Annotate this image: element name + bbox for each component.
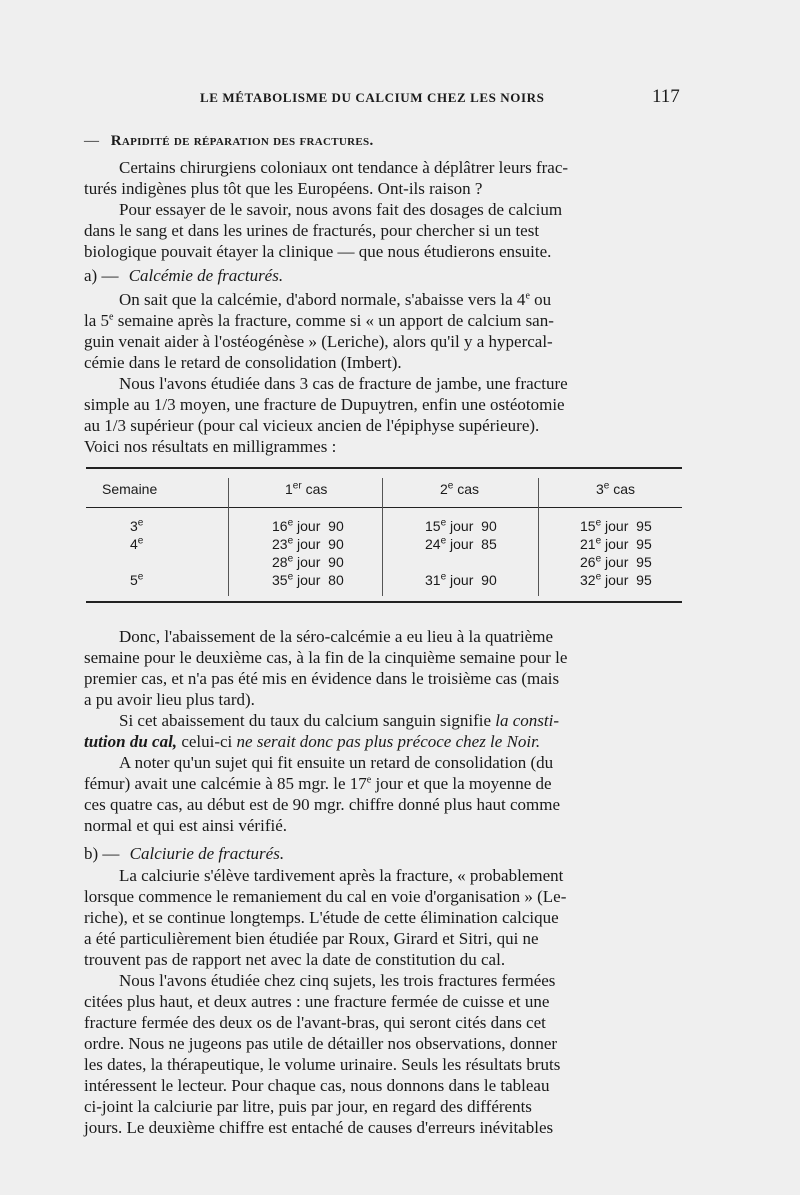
- day-sup: e: [595, 553, 602, 565]
- p3-l2-post: semaine après la fracture, comme si « un apport de calcium san-: [113, 311, 554, 330]
- table-cell-case-3: [580, 518, 652, 534]
- p3-line-4: cémie dans le retard de consolidation (Imbert).: [84, 353, 402, 372]
- table-cell-case-2: [425, 572, 497, 588]
- p6-line-2: [84, 732, 540, 752]
- day-num: 35: [272, 572, 288, 588]
- day-num: 15: [425, 518, 441, 534]
- section-heading: [84, 131, 374, 151]
- p3-l1-post: ou: [529, 290, 552, 309]
- p3-l2-text: la 5: [84, 311, 110, 330]
- day-sup: e: [440, 571, 447, 583]
- p9-line-3: fracture fermée des deux os de l'avant-bras, qui seront cités dans cet: [84, 1013, 546, 1032]
- day-sup: e: [287, 517, 294, 529]
- week-num: 5: [130, 572, 138, 588]
- p7-line-3: ces quatre cas, au début est de 90 mgr. chiffre donné plus haut comme: [84, 795, 561, 814]
- header-case-1-word: cas: [301, 481, 328, 497]
- p7-l2-post: jour et que la moyenne de: [371, 774, 552, 793]
- p6-l1-text: Si cet abaissement du taux du calcium sanguin signifie: [119, 711, 496, 730]
- week-sup: e: [137, 571, 144, 583]
- table-top-rule: [86, 467, 682, 469]
- day-num: 31: [425, 572, 441, 588]
- heading-text: Rapidité de réparation des fractures.: [110, 133, 374, 149]
- header-case-3: [596, 481, 635, 497]
- subsection-a-title: Calcémie de fracturés.: [128, 266, 284, 285]
- p3-line-1: [119, 290, 551, 310]
- week-num: 3: [130, 518, 138, 534]
- p9-line-8: jours. Le deuxième chiffre est entaché de causes d'erreurs inévitables: [84, 1118, 554, 1137]
- day-value: jour 95: [601, 536, 652, 552]
- p7-l2-sup: e: [366, 774, 372, 786]
- p3-l1-sup: e: [525, 290, 530, 302]
- header-case-1-sup: er: [292, 480, 302, 492]
- p4-line-2: simple au 1/3 moyen, une fracture de Dupuytren, enfin une ostéotomie: [84, 395, 565, 414]
- table-cell-case-1: [272, 554, 344, 570]
- p6-line-1: [119, 711, 559, 731]
- header-case-2: [440, 481, 479, 497]
- week-sup: e: [137, 535, 144, 547]
- header-case-3-num: 3: [596, 481, 604, 497]
- p8-line-3: riche), et se continue longtemps. L'étude de cette élimination calcique: [84, 908, 559, 927]
- week-num: 4: [130, 536, 138, 552]
- table-bottom-rule: [86, 601, 682, 603]
- day-sup: e: [595, 517, 602, 529]
- p5-line-1: Donc, l'abaissement de la séro-calcémie a eu lieu à la quatrième: [119, 627, 553, 646]
- day-num: 24: [425, 536, 441, 552]
- header-case-1: [285, 481, 327, 497]
- table-cell-case-3: [580, 572, 652, 588]
- p7-line-4: normal et qui est ainsi vérifié.: [84, 816, 287, 835]
- p2-line-1: Pour essayer de le savoir, nous avons fait des dosages de calcium: [119, 200, 563, 219]
- p3-l2-sup: e: [109, 311, 114, 323]
- day-value: jour 90: [293, 536, 344, 552]
- p5-line-3: premier cas, et n'a pas été mis en évidence dans le troisième cas (mais: [84, 669, 560, 688]
- p9-line-2: citées plus haut, et deux autres : une fracture fermée de cuisse et une: [84, 992, 550, 1011]
- p3-line-2: [84, 311, 554, 331]
- table-cell-case-3: [580, 536, 652, 552]
- subsection-a-marker: a) —: [84, 266, 119, 285]
- table-cell-case-3: [580, 554, 652, 570]
- p5-line-2: semaine pour le deuxième cas, à la fin de la cinquième semaine pour le: [84, 648, 568, 667]
- p9-line-6: intéressent le lecteur. Pour chaque cas, nous donnons dans le tableau: [84, 1076, 550, 1095]
- table-cell-case-2: [425, 536, 497, 552]
- day-sup: e: [287, 571, 294, 583]
- p6-l1-italic: la consti-: [495, 711, 560, 730]
- running-title: LE MÉTABOLISME DU CALCIUM CHEZ LES NOIRS: [200, 90, 545, 105]
- day-value: jour 95: [601, 572, 652, 588]
- subsection-b-marker: b) —: [84, 844, 120, 863]
- table-cell-case-1: [272, 572, 344, 588]
- header-case-2-num: 2: [440, 481, 448, 497]
- day-num: 15: [580, 518, 596, 534]
- p8-line-1: La calciurie s'élève tardivement après la fracture, « probablement: [119, 866, 564, 885]
- p6-l2-text: celui-ci: [177, 732, 237, 751]
- day-sup: e: [595, 571, 602, 583]
- p3-line-3: guin venait aider à l'ostéogénèse » (Leriche), alors qu'il y a hypercal-: [84, 332, 553, 351]
- table-col-divider-2: [382, 478, 383, 596]
- p9-line-1: Nous l'avons étudiée chez cinq sujets, les trois fractures fermées: [119, 971, 556, 990]
- table-col-divider-3: [538, 478, 539, 596]
- day-sup: e: [440, 535, 447, 547]
- p7-line-1: A noter qu'un sujet qui fit ensuite un retard de consolidation (du: [119, 753, 554, 772]
- header-semaine: Semaine: [102, 481, 158, 497]
- p4-line-1: Nous l'avons étudiée dans 3 cas de fracture de jambe, une fracture: [119, 374, 568, 393]
- day-value: jour 90: [446, 572, 497, 588]
- day-value: jour 85: [446, 536, 497, 552]
- header-case-3-word: cas: [609, 481, 636, 497]
- subsection-b: [84, 844, 284, 864]
- page-number: 117: [652, 86, 680, 107]
- p8-line-2: lorsque commence le remaniement du cal en voie d'organisation » (Le-: [84, 887, 567, 906]
- p2-line-3: biologique pouvait étayer la clinique — que nous étudierons ensuite.: [84, 242, 552, 261]
- p6-l2-bold-italic: tution du cal,: [84, 732, 178, 751]
- table-cell-week: [130, 536, 143, 552]
- header-case-1-num: 1: [285, 481, 293, 497]
- table-cell-case-1: [272, 536, 344, 552]
- table-cell-case-1: [272, 518, 344, 534]
- table-cell-case-2: [425, 518, 497, 534]
- table-col-divider-1: [228, 478, 229, 596]
- day-num: 23: [272, 536, 288, 552]
- subsection-a: [84, 266, 283, 286]
- day-value: jour 90: [446, 518, 497, 534]
- table-cell-week: [130, 572, 143, 588]
- p5-line-4: a pu avoir lieu plus tard).: [84, 690, 255, 709]
- p8-line-5: trouvent pas de rapport net avec la date de constitution du cal.: [84, 950, 506, 969]
- p9-line-5: les dates, la thérapeutique, le volume urinaire. Seuls les résultats bruts: [84, 1055, 561, 1074]
- day-value: jour 95: [601, 554, 652, 570]
- day-sup: e: [287, 553, 294, 565]
- day-value: jour 80: [293, 572, 344, 588]
- day-sup: e: [595, 535, 602, 547]
- p4-line-4: Voici nos résultats en milligrammes :: [84, 437, 337, 456]
- p9-line-7: ci-joint la calciurie par litre, puis par jour, en regard des différents: [84, 1097, 532, 1116]
- day-num: 26: [580, 554, 596, 570]
- day-value: jour 90: [293, 554, 344, 570]
- table-header-rule: [86, 507, 682, 508]
- header-case-2-word: cas: [453, 481, 480, 497]
- heading-dash: —: [84, 133, 99, 149]
- subsection-b-title: Calciurie de fracturés.: [129, 844, 285, 863]
- table-cell-week: [130, 518, 143, 534]
- p1-line-2: turés indigènes plus tôt que les Européens. Ont-ils raison ?: [84, 179, 483, 198]
- week-sup: e: [137, 517, 144, 529]
- p6-l2-italic: ne serait donc pas plus précoce chez le Noir.: [236, 732, 541, 751]
- p7-l2-text: fémur) avait une calcémie à 85 mgr. le 17: [84, 774, 367, 793]
- day-value: jour 90: [293, 518, 344, 534]
- p3-l1-text: On sait que la calcémie, d'abord normale, s'abaisse vers la 4: [119, 290, 526, 309]
- day-num: 32: [580, 572, 596, 588]
- day-value: jour 95: [601, 518, 652, 534]
- p2-line-2: dans le sang et dans les urines de fracturés, pour chercher si un test: [84, 221, 540, 240]
- p8-line-4: a été particulièrement bien étudiée par Roux, Girard et Sitri, qui ne: [84, 929, 539, 948]
- p4-line-3: au 1/3 supérieur (pour cal vicieux ancien de l'épiphyse supérieure).: [84, 416, 540, 435]
- p7-line-2: [84, 774, 552, 794]
- day-sup: e: [287, 535, 294, 547]
- day-num: 28: [272, 554, 288, 570]
- p9-line-4: ordre. Nous ne jugeons pas utile de détailler nos observations, donner: [84, 1034, 558, 1053]
- header-case-2-sup: e: [447, 480, 454, 492]
- day-sup: e: [440, 517, 447, 529]
- day-num: 21: [580, 536, 596, 552]
- p1-line-1: Certains chirurgiens coloniaux ont tendance à déplâtrer leurs frac-: [119, 158, 569, 177]
- day-num: 16: [272, 518, 288, 534]
- header-case-3-sup: e: [603, 480, 610, 492]
